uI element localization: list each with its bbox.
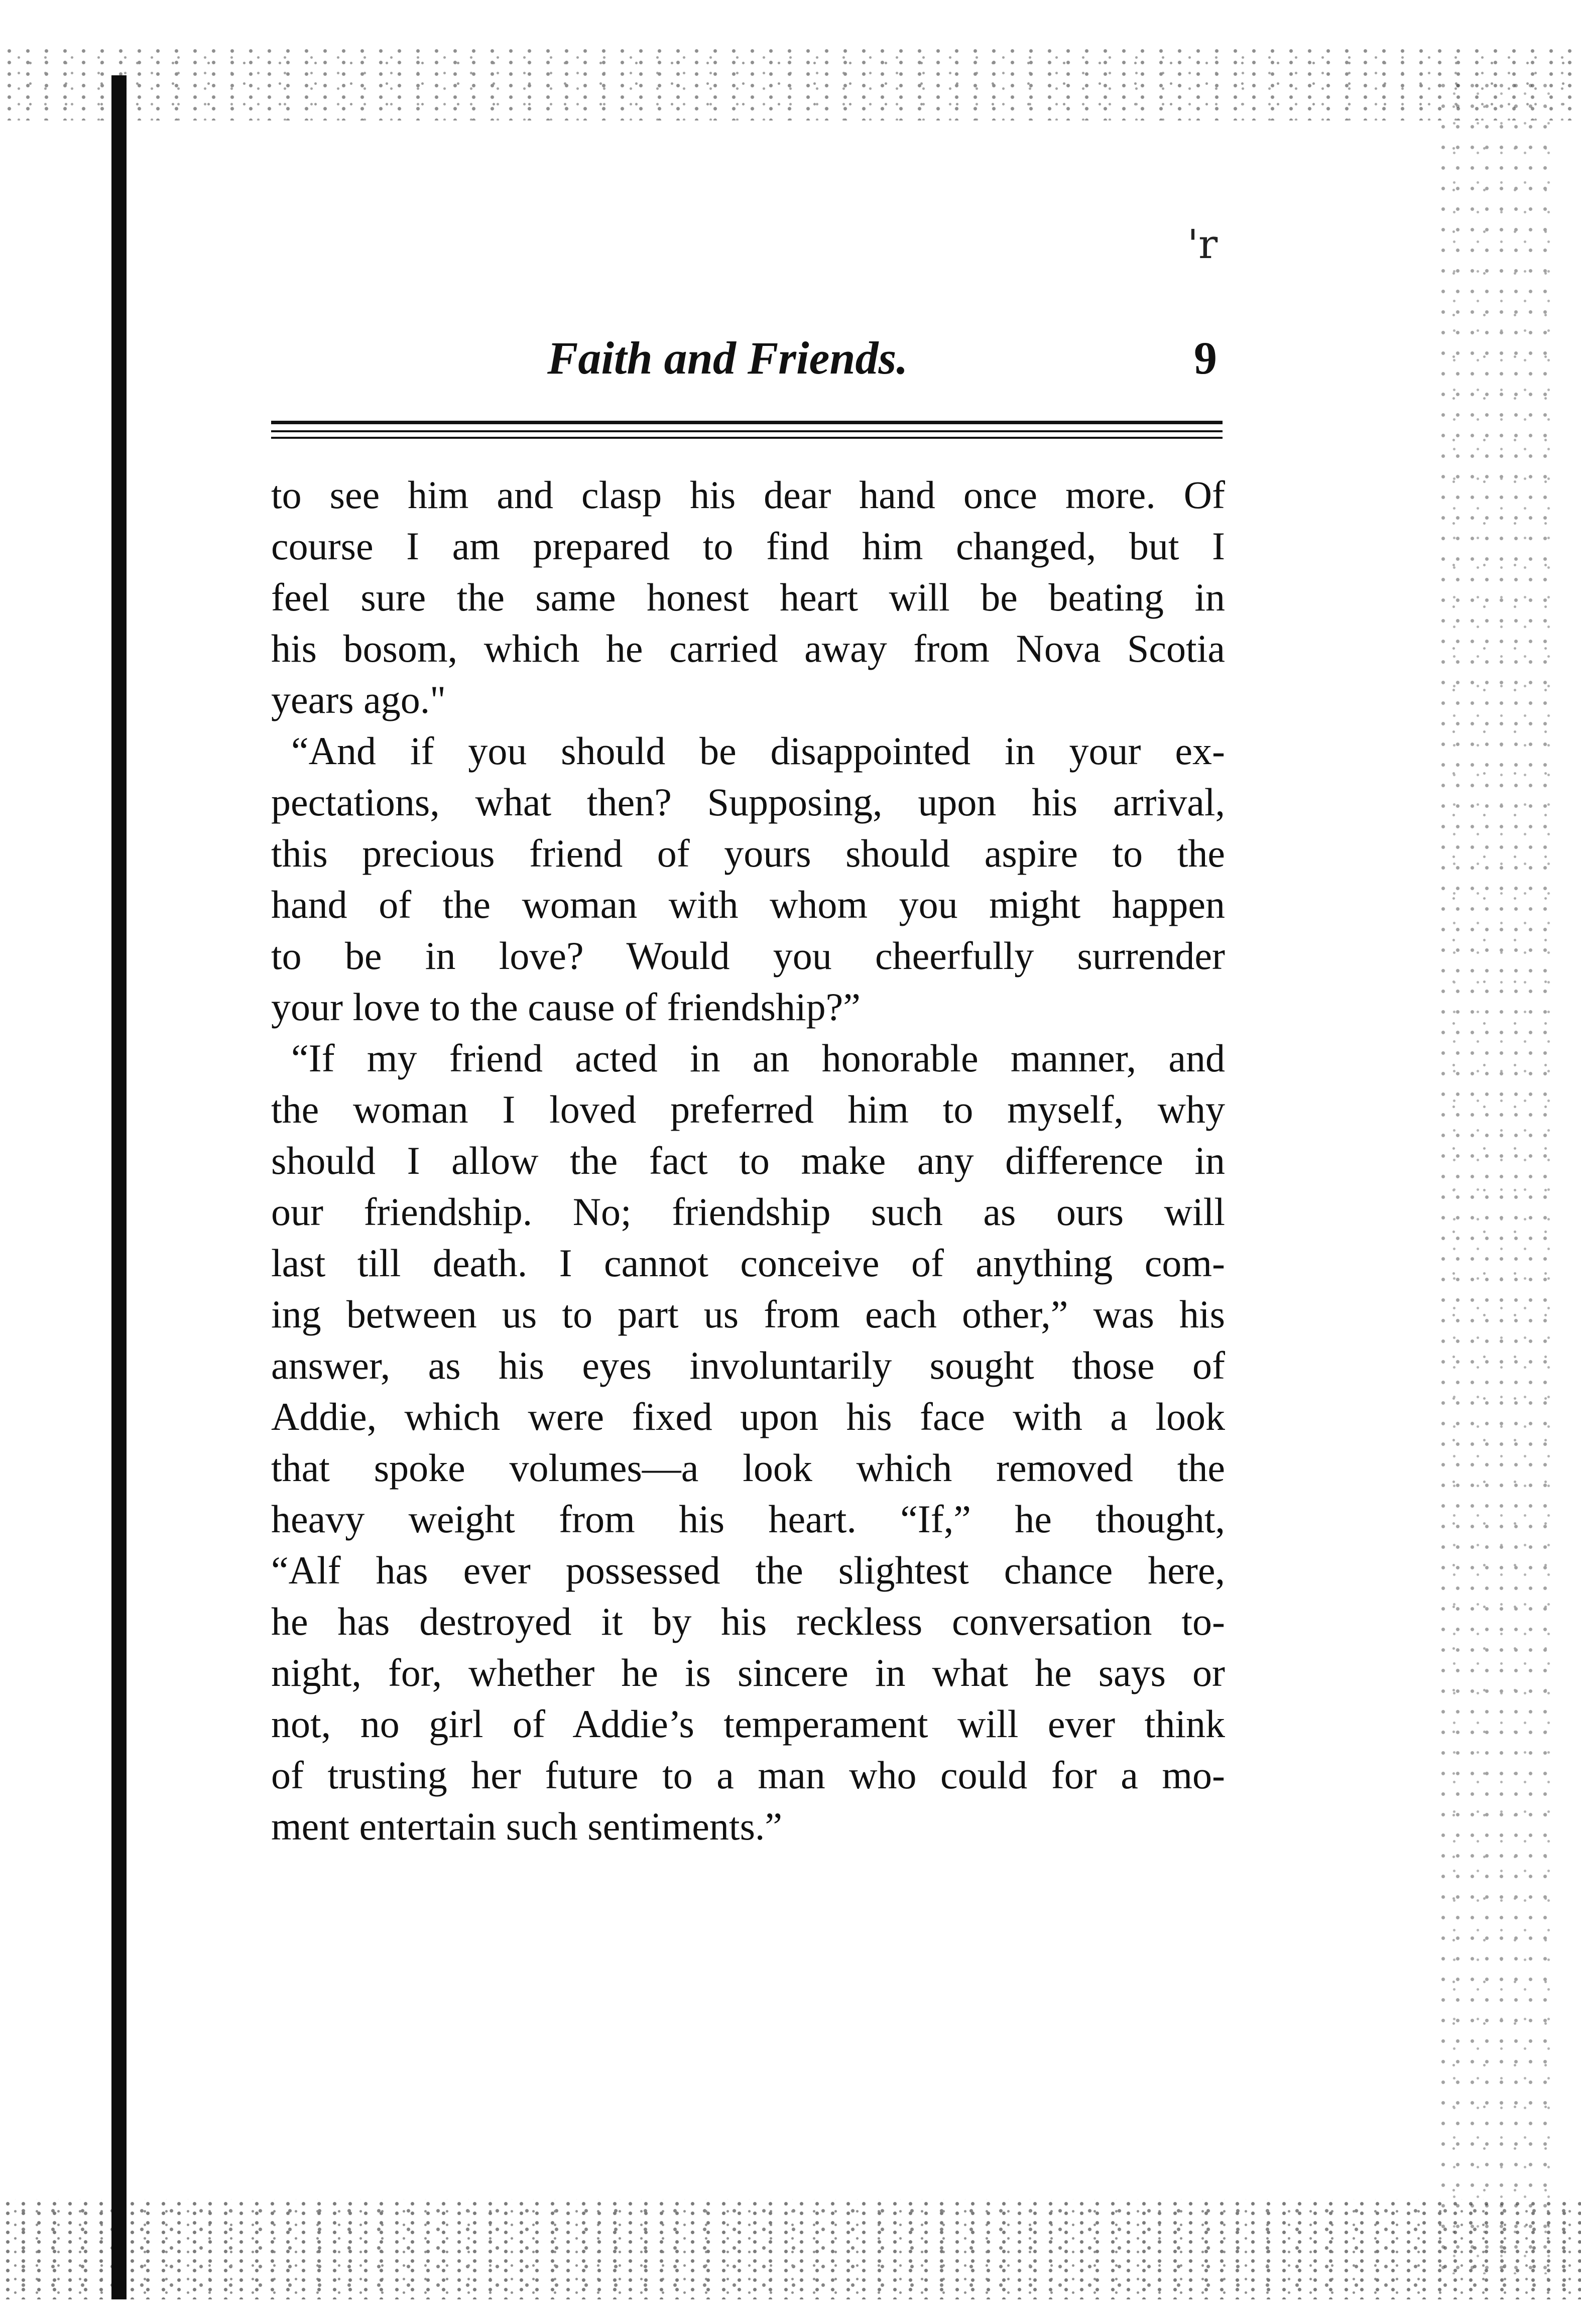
page-edge-noise-bottom <box>0 2199 1581 2299</box>
page-edge-noise-top <box>0 45 1581 120</box>
text-line: this precious friend of yours should aspire to the <box>271 831 1225 875</box>
text-line: pectations, what then? Supposing, upon his arrival, <box>271 780 1225 824</box>
text-line: his bosom, which he carried away from Nova Scotia <box>271 627 1225 670</box>
text-line: answer, as his eyes involuntarily sought those of <box>271 1343 1225 1387</box>
header-rule-thick <box>271 421 1223 424</box>
text-line: “Alf has ever possessed the slightest chance here, <box>271 1548 1225 1592</box>
page-edge-noise-right <box>1436 75 1556 2274</box>
text-line: he has destroyed it by his reckless conversation to- <box>271 1600 1225 1643</box>
header-rule-thin-2 <box>271 437 1223 439</box>
text-line: to see him and clasp his dear hand once more. Of <box>271 473 1225 517</box>
text-line: not, no girl of Addie’s temperament will ever think <box>271 1702 1225 1746</box>
text-line: ing between us to part us from each other,” was his <box>271 1292 1225 1336</box>
text-line: the woman I loved preferred him to myself, why <box>271 1087 1225 1131</box>
text-line: night, for, whether he is sincere in what he says or <box>271 1651 1225 1694</box>
binding-shadow-bar <box>111 75 127 2299</box>
text-line: course I am prepared to find him changed, but I <box>271 524 1225 568</box>
text-line: feel sure the same honest heart will be beating in <box>271 575 1225 619</box>
text-line: “And if you should be disappointed in your ex- <box>291 729 1225 773</box>
running-title: Faith and Friends. <box>547 332 908 384</box>
body-text <box>271 469 1225 1852</box>
corner-mark: 'r <box>1187 221 1218 268</box>
page-number: 9 <box>1194 332 1217 384</box>
header-rule-thin <box>271 430 1223 432</box>
text-line: “If my friend acted in an honorable manner, and <box>291 1036 1225 1080</box>
text-line: should I allow the fact to make any difference in <box>271 1139 1225 1182</box>
text-line: of trusting her future to a man who could for a mo- <box>271 1753 1225 1797</box>
text-line: that spoke volumes—a look which removed the <box>271 1446 1225 1490</box>
text-line: your love to the cause of friendship?” <box>271 985 861 1029</box>
text-line: heavy weight from his heart. “If,” he thought, <box>271 1497 1225 1541</box>
text-line: to be in love? Would you cheerfully surrender <box>271 934 1225 977</box>
text-line: Addie, which were fixed upon his face with a look <box>271 1395 1225 1438</box>
text-line: ment entertain such sentiments.” <box>271 1804 783 1848</box>
text-line: years ago." <box>271 678 446 721</box>
text-line: last till death. I cannot conceive of anything com- <box>271 1241 1225 1285</box>
text-line: our friendship. No; friendship such as ours will <box>271 1190 1225 1234</box>
text-line: hand of the woman with whom you might happen <box>271 883 1225 926</box>
